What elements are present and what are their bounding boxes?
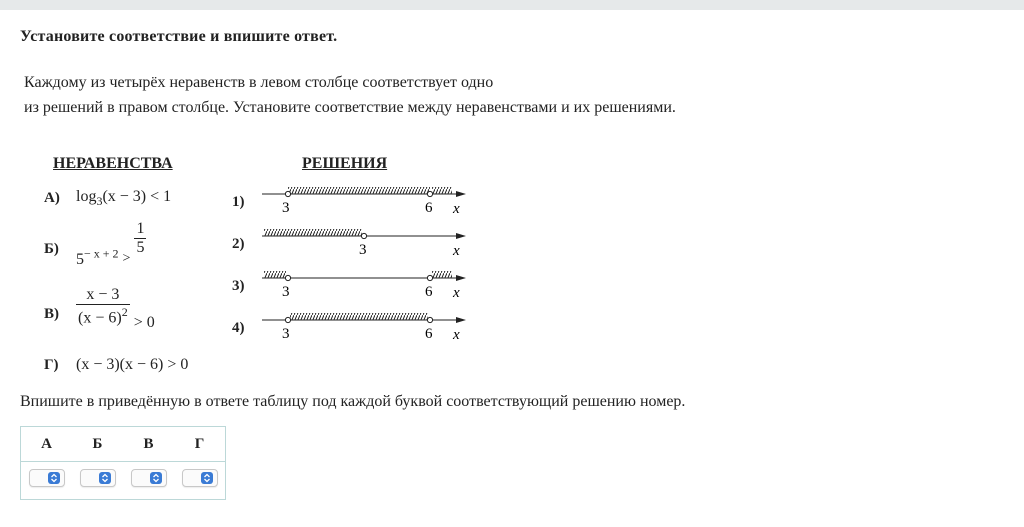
axis-variable: x	[453, 201, 460, 217]
solutions-header: РЕШЕНИЯ	[302, 155, 388, 172]
tick-label-3: 3	[282, 326, 290, 342]
log-word: log	[76, 188, 97, 205]
answer-select-a[interactable]	[29, 469, 65, 487]
tick-label-3: 3	[282, 200, 290, 216]
inequality-a-label: А)	[44, 190, 60, 206]
answer-instruction: Впишите в приведённую в ответе таблицу под каждой буквой соответствующий решению номер.	[20, 393, 686, 410]
solution-2-number-line	[262, 229, 466, 259]
open-point-6	[427, 191, 432, 196]
axis-variable: x	[453, 285, 460, 301]
tick-label-6: 6	[425, 200, 433, 216]
answer-select-g[interactable]	[182, 469, 218, 487]
answer-select-v[interactable]	[131, 469, 167, 487]
solution-3-label: 3)	[232, 278, 245, 294]
power-base: 5	[76, 251, 84, 269]
denominator-exponent: 2	[121, 305, 128, 319]
answer-table	[20, 426, 226, 500]
fraction-numerator: x − 3	[86, 286, 120, 303]
answer-column-g: Г	[194, 435, 205, 452]
inequality-c-label: В)	[44, 306, 59, 322]
task-title: Установите соответствие и впишите ответ.	[20, 28, 338, 45]
intro-line-1: Каждому из четырёх неравенств в левом столбце соответствует одно	[24, 74, 494, 91]
inequality-b-label: Б)	[44, 241, 59, 257]
open-point-6	[427, 317, 432, 322]
solution-4-number-line	[262, 313, 466, 343]
log-base: 3	[96, 194, 103, 209]
inequality-d-label: Г)	[44, 357, 59, 373]
inequalities-header: НЕРАВЕНСТВА	[53, 155, 173, 172]
chevron-updown-icon	[150, 472, 162, 484]
open-point-6	[427, 275, 432, 280]
answer-table-select-row	[21, 462, 226, 500]
open-point-3	[285, 191, 290, 196]
chevron-updown-icon	[201, 472, 213, 484]
inequality-d: (x − 3)(x − 6) > 0	[76, 356, 189, 373]
solution-3-number-line	[262, 271, 466, 301]
tick-label-6: 6	[425, 326, 433, 342]
answer-column-b: Б	[92, 435, 103, 452]
solution-1-label: 1)	[232, 194, 245, 210]
log-argument: (x − 3) < 1	[102, 188, 172, 205]
solution-1-number-line	[262, 187, 466, 217]
open-point-3	[285, 275, 290, 280]
fraction-denominator: 5	[136, 239, 145, 256]
chevron-updown-icon	[48, 472, 60, 484]
axis-variable: x	[453, 327, 460, 343]
open-point-3	[285, 317, 290, 322]
relation-zero: > 0	[133, 314, 155, 332]
tick-label-3: 3	[282, 284, 290, 300]
answer-select-b[interactable]	[80, 469, 116, 487]
tick-label-6: 6	[425, 284, 433, 300]
fraction-numerator: 1	[136, 220, 145, 237]
solution-2-label: 2)	[232, 236, 245, 252]
chevron-updown-icon	[99, 472, 111, 484]
solution-4-label: 4)	[232, 320, 245, 336]
intro-line-2: из решений в правом столбце. Установите соответствие между неравенствами и их решениями.	[24, 99, 676, 116]
relation-sign: >	[122, 251, 131, 267]
open-point-3	[361, 233, 366, 238]
answer-column-a: А	[41, 435, 52, 452]
denominator-base: (x − 6)	[78, 309, 122, 327]
power-exponent: − x + 2	[84, 246, 119, 261]
axis-variable: x	[453, 243, 460, 259]
answer-table-header-row	[21, 427, 226, 462]
tick-label-3: 3	[359, 242, 367, 258]
answer-column-v: В	[143, 435, 154, 452]
